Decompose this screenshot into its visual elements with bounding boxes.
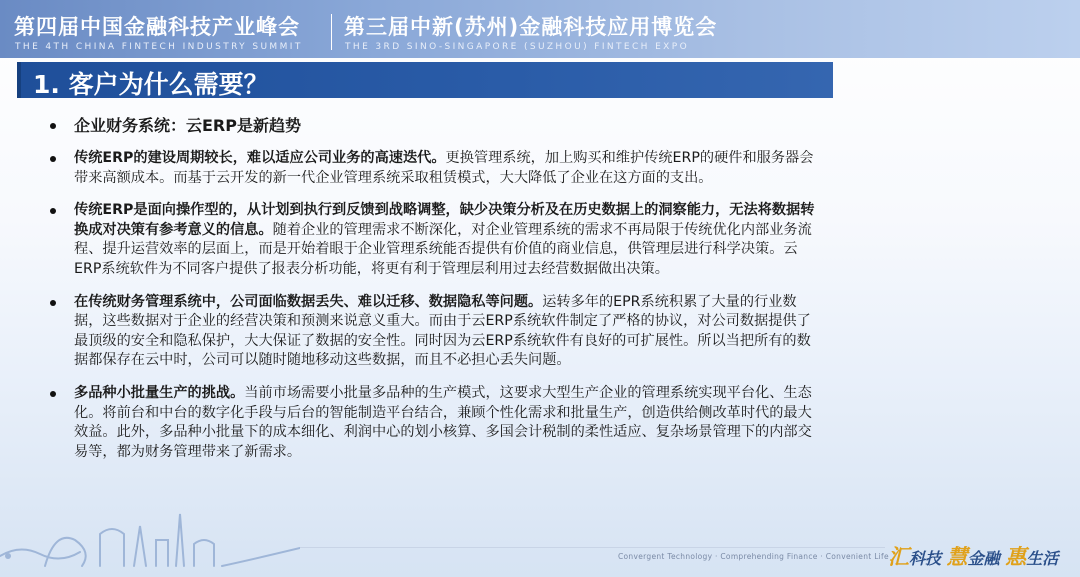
header-divider <box>331 14 332 50</box>
bullet-text: 当前市场需要小批量多品种的生产模式，这要求大型生产企业的管理系统实现平台化、生态化。将前台和中台的数字化手段与后台的智能制造平台结合，兼顾个性化需求和批量生产，创造供给侧改革时代的最大效益。此外，多品种小批量下的成本细化、利润中心的划小核算、多国会计税制的柔性适应、复杂场景管理下的内部交易等，都为财务管理带来了新需求。 <box>74 384 812 460</box>
bullet-text: 随着企业的管理需求不断深化，对企业管理系统的需求不再局限于传统优化内部业务流程、提升运营效率的层面上，而是开始着眼于企业管理系统能否提供有价值的商业信息，供管理层进行科学决策。云ERP系统软件为不同客户提供了报表分析功能，将更有利于管理层利用过去经营数据做出决策。 <box>74 221 812 277</box>
bullet-dot-icon <box>50 123 56 129</box>
left-summit-title: 第四届中国金融科技产业峰会 <box>14 15 300 39</box>
bullet-heading: 多品种小批量生产的挑战。 <box>74 384 245 401</box>
left-summit-subtitle: THE 4TH CHINA FINTECH INDUSTRY SUMMIT <box>15 42 303 52</box>
footer-tagline: Convergent Technology · Comprehending Finance · Convenient Life <box>618 552 889 561</box>
bullet-dot-icon <box>50 300 56 306</box>
slogan-rest-3: 生活 <box>1026 549 1059 568</box>
section-title: 1. 客户为什么需要？ <box>33 70 269 99</box>
bullet-heading: 传统ERP的建设周期较长，难以适应公司业务的高速迭代。 <box>74 150 446 166</box>
slogan-char-1: 汇 <box>888 545 909 569</box>
footer-slogan <box>888 541 1058 571</box>
bullet-heading: 企业财务系统：云ERP是新趋势 <box>74 116 301 135</box>
city-skyline-icon <box>0 500 300 577</box>
slogan-rest-2: 金融 <box>967 549 1000 568</box>
bullet-heading: 在传统财务管理系统中，公司面临数据丢失、难以迁移、数据隐私等问题。 <box>74 293 543 310</box>
bullet-dot-icon <box>50 391 56 397</box>
bullet-text: 运转多年的EPR系统积累了大量的行业数据，这些数据对于企业的经营决策和预测来说意义重大。而由于云ERP系统软件制定了严格的协议，对公司数据提供了最顶级的安全和隐私保护，大大保证了数据的安全性。同时因为云ERP系统软件有良好的可扩展性。所以当把所有的数据都保存在云中时，公司可以随时随地移动这些数据，而且不必担心丢失问题。 <box>74 293 811 369</box>
slogan-char-2: 慧 <box>946 545 968 569</box>
bullet-text: 更换管理系统，加上购买和维护传统ERP的硬件和服务器会带来高额成本。而基于云开发的新一代企业管理系统采取租赁模式，大大降低了企业在这方面的支出。 <box>74 150 814 186</box>
bullet-item <box>48 115 818 137</box>
header-banner <box>0 0 1080 58</box>
footer-divider <box>300 547 885 548</box>
section-title-bar <box>17 62 833 98</box>
bullet-item <box>48 293 818 371</box>
right-expo-title: 第三届中新(苏州)金融科技应用博览会 <box>344 15 718 39</box>
slogan-char-3: 惠 <box>1005 545 1027 569</box>
slogan-rest-1: 科技 <box>909 549 942 568</box>
bullet-dot-icon <box>50 156 56 162</box>
bullet-item <box>48 201 818 279</box>
bullet-list <box>48 115 818 475</box>
bullet-heading: 传统ERP是面向操作型的，从计划到执行到反馈到战略调整，缺少决策分析及在历史数据上的洞察能力，无法将数据转换成对决策有参考意义的信息。 <box>74 202 815 238</box>
bullet-item <box>48 384 818 462</box>
right-expo-subtitle: THE 3RD SINO-SINGAPORE (SUZHOU) FINTECH EXPO <box>345 42 690 52</box>
bullet-item <box>48 149 818 188</box>
bullet-dot-icon <box>50 208 56 214</box>
